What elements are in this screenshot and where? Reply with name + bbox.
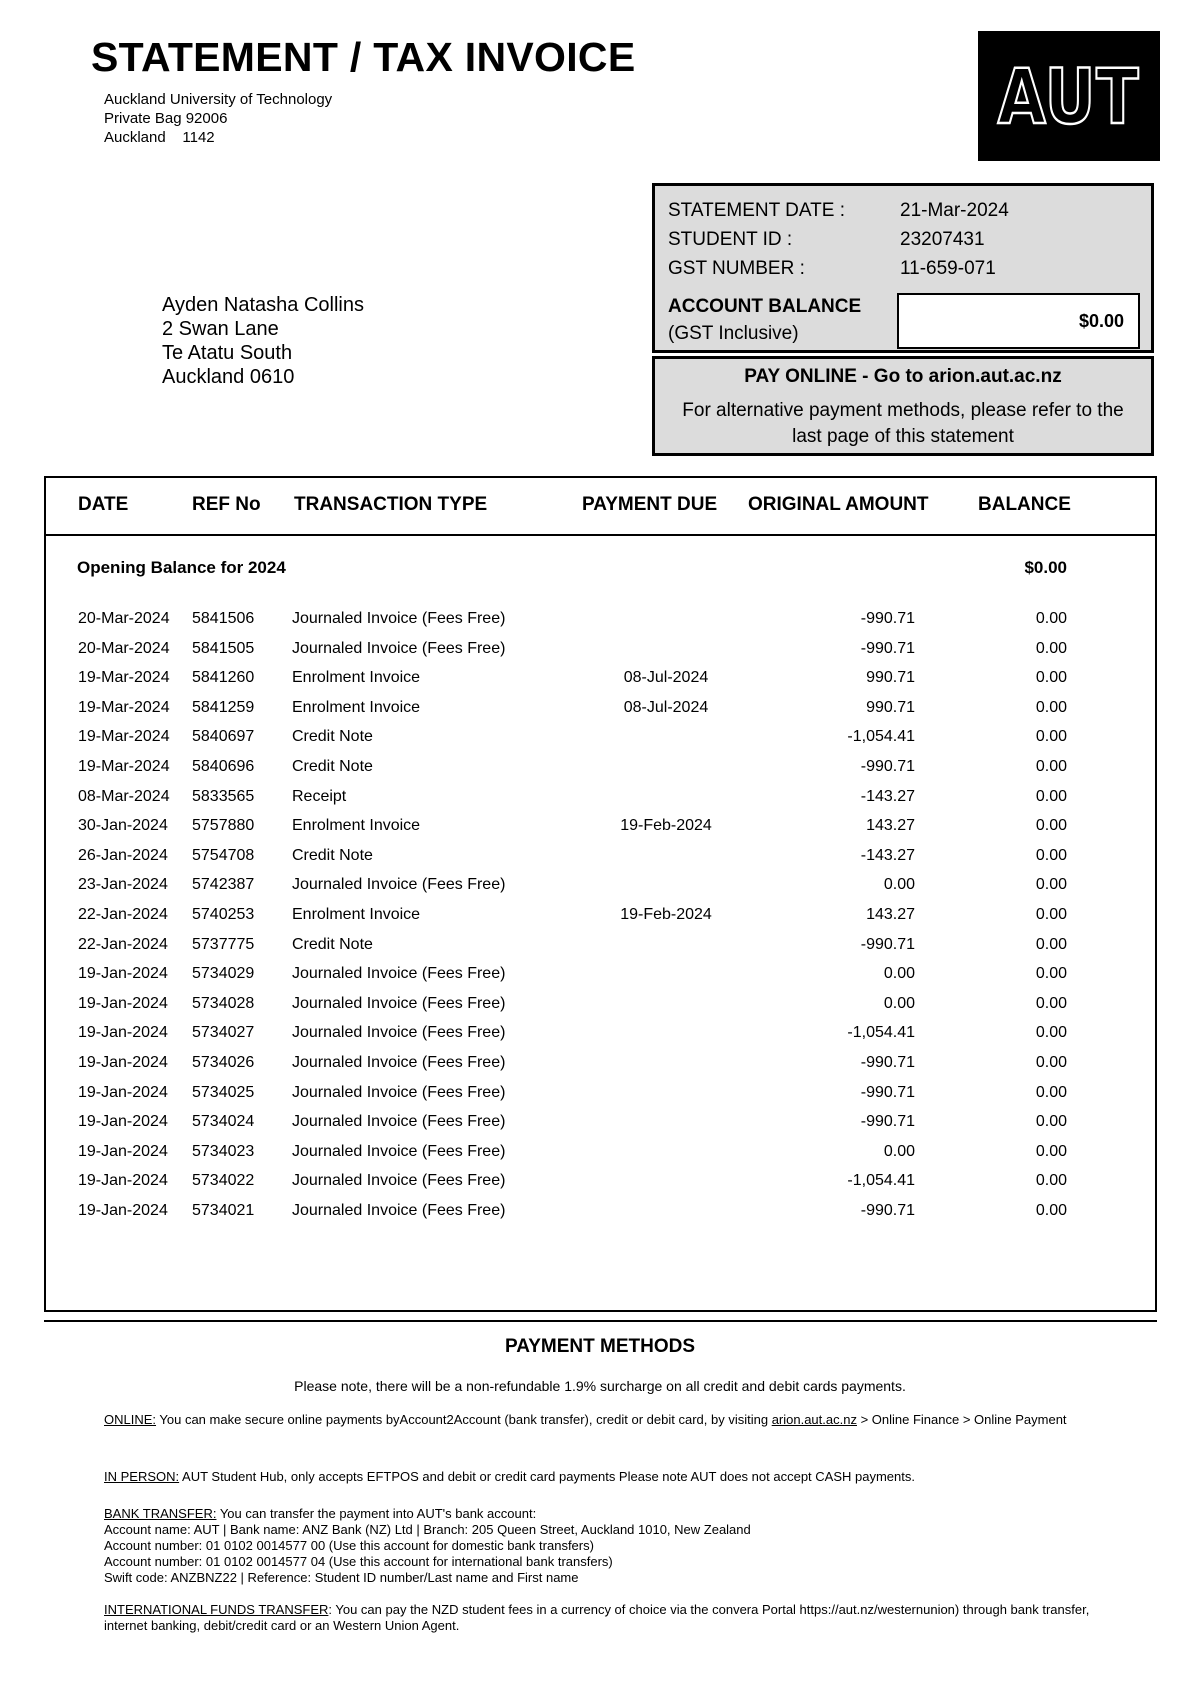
- row-transaction-type: Enrolment Invoice: [292, 817, 421, 835]
- row-ref: 5734025: [192, 1083, 255, 1101]
- table-row: [46, 1054, 1155, 1084]
- row-original-amount: -990.71: [860, 1053, 915, 1071]
- row-transaction-type: Journaled Invoice (Fees Free): [292, 965, 506, 983]
- row-original-amount: -990.71: [860, 1083, 915, 1101]
- row-date: 19-Mar-2024: [78, 728, 170, 746]
- row-payment-due: 08-Jul-2024: [623, 698, 709, 716]
- table-row: [46, 788, 1155, 818]
- row-balance: 0.00: [1035, 846, 1067, 864]
- table-row: [46, 669, 1155, 699]
- row-transaction-type: Enrolment Invoice: [292, 905, 421, 923]
- statement-date-value: 21-Mar-2024: [900, 200, 1009, 221]
- row-transaction-type: Journaled Invoice (Fees Free): [292, 639, 506, 657]
- row-original-amount: -990.71: [860, 639, 915, 657]
- row-ref: 5734024: [192, 1113, 255, 1131]
- payment-methods-title: PAYMENT METHODS: [504, 1336, 696, 1357]
- row-ref: 5734021: [192, 1201, 255, 1219]
- row-ref: 5757880: [192, 817, 255, 835]
- pay-online-title: PAY ONLINE - Go to arion.aut.ac.nz: [744, 366, 1062, 387]
- row-transaction-type: Journaled Invoice (Fees Free): [292, 1172, 506, 1190]
- header-balance: BALANCE: [978, 494, 1071, 515]
- header-original-amount: ORIGINAL AMOUNT: [748, 494, 929, 515]
- row-date: 08-Mar-2024: [78, 787, 170, 805]
- statement-date-label: STATEMENT DATE :: [668, 200, 845, 221]
- row-transaction-type: Journaled Invoice (Fees Free): [292, 1113, 506, 1131]
- row-transaction-type: Journaled Invoice (Fees Free): [292, 1201, 506, 1219]
- surcharge-note: Please note, there will be a non-refundable 1.9% surcharge on all credit and debit cards payments.: [294, 1378, 906, 1394]
- statement-summary-box: [652, 183, 1154, 353]
- in-person-label: IN PERSON:: [104, 1469, 180, 1484]
- row-date: 19-Jan-2024: [78, 965, 168, 983]
- gst-number-value: 11-659-071: [900, 258, 996, 279]
- row-original-amount: 143.27: [866, 817, 915, 835]
- arion-link[interactable]: arion.aut.ac.nz: [771, 1412, 857, 1427]
- row-balance: 0.00: [1035, 994, 1067, 1012]
- row-date: 19-Jan-2024: [78, 994, 168, 1012]
- table-row: [46, 758, 1155, 788]
- bank-transfer-label: BANK TRANSFER:: [104, 1506, 217, 1521]
- row-balance: 0.00: [1035, 639, 1067, 657]
- row-ref: 5841506: [192, 610, 255, 627]
- row-date: 23-Jan-2024: [78, 876, 168, 894]
- table-row: [46, 906, 1155, 936]
- table-row: [46, 728, 1155, 758]
- row-ref: 5734023: [192, 1142, 255, 1160]
- row-original-amount: -1,054.41: [847, 1024, 915, 1042]
- row-balance: 0.00: [1035, 757, 1067, 775]
- international-transfer-section: [104, 1602, 1104, 1634]
- row-date: 22-Jan-2024: [78, 935, 168, 953]
- account-balance-value: $0.00: [897, 293, 1140, 349]
- row-balance: 0.00: [1035, 787, 1067, 805]
- table-row: [46, 1202, 1155, 1232]
- row-date: 19-Mar-2024: [78, 669, 170, 687]
- row-balance: 0.00: [1035, 905, 1067, 923]
- row-date: 19-Jan-2024: [78, 1201, 168, 1219]
- row-original-amount: -990.71: [860, 1113, 915, 1131]
- table-row: [46, 640, 1155, 670]
- row-balance: 0.00: [1035, 1024, 1067, 1042]
- row-original-amount: -143.27: [860, 787, 915, 805]
- transaction-rows: [46, 610, 1155, 1231]
- online-text-end: > Online Finance > Online Payment: [856, 1412, 1067, 1427]
- row-ref: 5740253: [192, 905, 255, 923]
- online-payment-section: [104, 1412, 1104, 1428]
- table-row: [46, 1172, 1155, 1202]
- row-balance: 0.00: [1035, 1113, 1067, 1131]
- row-ref: 5734028: [192, 994, 255, 1012]
- row-original-amount: 0.00: [883, 1142, 915, 1160]
- row-transaction-type: Credit Note: [292, 846, 373, 864]
- header-date: DATE: [78, 494, 129, 515]
- table-row: [46, 936, 1155, 966]
- row-date: 20-Mar-2024: [78, 610, 170, 627]
- row-transaction-type: Journaled Invoice (Fees Free): [292, 1083, 506, 1101]
- row-ref: 5841260: [192, 669, 255, 687]
- row-original-amount: -990.71: [860, 1201, 915, 1219]
- row-date: 19-Jan-2024: [78, 1113, 168, 1131]
- row-transaction-type: Journaled Invoice (Fees Free): [292, 1142, 506, 1160]
- bank-detail-line: Account name: AUT | Bank name: ANZ Bank (NZ) Ltd | Branch: 205 Queen Street, Auckland 1010, New Zealand: [104, 1522, 751, 1537]
- row-original-amount: 0.00: [883, 965, 915, 983]
- pay-online-box: [652, 356, 1154, 456]
- row-original-amount: 990.71: [866, 698, 915, 716]
- row-ref: 5840696: [192, 757, 255, 775]
- table-row: [46, 1084, 1155, 1114]
- account-balance-label: ACCOUNT BALANCE: [668, 296, 862, 317]
- table-row: [46, 1024, 1155, 1054]
- recipient-address-line: Auckland 0610: [162, 366, 295, 388]
- row-ref: 5841259: [192, 698, 255, 716]
- row-date: 30-Jan-2024: [78, 817, 168, 835]
- row-payment-due: 19-Feb-2024: [620, 905, 712, 923]
- aut-logo: [978, 31, 1160, 161]
- row-balance: 0.00: [1035, 1053, 1067, 1071]
- row-original-amount: 0.00: [883, 994, 915, 1012]
- row-original-amount: -990.71: [860, 757, 915, 775]
- row-transaction-type: Credit Note: [292, 728, 373, 746]
- row-payment-due: 19-Feb-2024: [620, 817, 712, 835]
- recipient-address: [162, 293, 364, 389]
- sender-address: [104, 90, 332, 147]
- row-date: 22-Jan-2024: [78, 905, 168, 923]
- transactions-table: [44, 476, 1157, 1312]
- row-date: 19-Jan-2024: [78, 1142, 168, 1160]
- row-ref: 5833565: [192, 787, 255, 805]
- row-balance: 0.00: [1035, 817, 1067, 835]
- row-transaction-type: Journaled Invoice (Fees Free): [292, 1053, 506, 1071]
- table-row: [46, 995, 1155, 1025]
- header-ref: REF No: [192, 494, 261, 515]
- table-row: [46, 965, 1155, 995]
- row-ref: 5734029: [192, 965, 255, 983]
- row-payment-due: 08-Jul-2024: [623, 669, 709, 687]
- row-date: 19-Mar-2024: [78, 698, 170, 716]
- row-balance: 0.00: [1035, 669, 1067, 687]
- bank-transfer-intro: You can transfer the payment into AUT's bank account:: [216, 1506, 537, 1521]
- table-row: [46, 1113, 1155, 1143]
- in-person-text: AUT Student Hub, only accepts EFTPOS and debit or credit card payments Please note AUT does not accept CASH payments.: [179, 1469, 915, 1484]
- gst-inclusive-note: (GST Inclusive): [668, 323, 799, 344]
- recipient-name: Ayden Natasha Collins: [162, 294, 364, 316]
- row-ref: 5737775: [192, 935, 255, 953]
- row-balance: 0.00: [1035, 876, 1067, 894]
- header-transaction-type: TRANSACTION TYPE: [294, 494, 488, 515]
- sender-address-line: Private Bag 92006: [104, 110, 228, 127]
- row-ref: 5734022: [192, 1172, 255, 1190]
- table-row: [46, 847, 1155, 877]
- row-transaction-type: Credit Note: [292, 757, 373, 775]
- row-original-amount: -1,054.41: [847, 1172, 915, 1190]
- online-text: You can make secure online payments byAccount2Account (bank transfer), credit or debit card, by visiting: [156, 1412, 772, 1427]
- international-transfer-label: INTERNATIONAL FUNDS TRANSFER: [104, 1602, 329, 1617]
- aut-logo-text: AUT: [998, 51, 1140, 141]
- row-balance: 0.00: [1035, 965, 1067, 983]
- row-date: 26-Jan-2024: [78, 846, 168, 864]
- row-balance: 0.00: [1035, 1172, 1067, 1190]
- row-transaction-type: Journaled Invoice (Fees Free): [292, 876, 506, 894]
- opening-balance-label: Opening Balance for 2024: [77, 558, 286, 577]
- pay-online-note: For alternative payment methods, please refer to the last page of this statement: [682, 400, 1124, 447]
- in-person-section: [104, 1469, 1104, 1485]
- row-original-amount: 0.00: [883, 876, 915, 894]
- row-date: 19-Jan-2024: [78, 1083, 168, 1101]
- row-original-amount: 143.27: [866, 905, 915, 923]
- row-transaction-type: Enrolment Invoice: [292, 698, 421, 716]
- row-balance: 0.00: [1035, 1083, 1067, 1101]
- row-ref: 5841505: [192, 639, 255, 657]
- row-date: 20-Mar-2024: [78, 639, 170, 657]
- row-transaction-type: Enrolment Invoice: [292, 669, 421, 687]
- table-row: [46, 610, 1155, 640]
- row-balance: 0.00: [1035, 935, 1067, 953]
- row-balance: 0.00: [1035, 728, 1067, 746]
- student-id-label: STUDENT ID :: [668, 229, 793, 250]
- row-ref: 5840697: [192, 728, 255, 746]
- sender-address-line: Auckland University of Technology: [104, 91, 333, 108]
- recipient-address-line: Te Atatu South: [162, 342, 293, 364]
- row-original-amount: 990.71: [866, 669, 915, 687]
- row-transaction-type: Journaled Invoice (Fees Free): [292, 1024, 506, 1042]
- bank-detail-line: Account number: 01 0102 0014577 00 (Use this account for domestic bank transfers): [104, 1538, 594, 1553]
- row-balance: 0.00: [1035, 1142, 1067, 1160]
- row-ref: 5734026: [192, 1053, 255, 1071]
- gst-number-label: GST NUMBER :: [668, 258, 805, 279]
- table-row: [46, 1143, 1155, 1173]
- bank-detail-line: Account number: 01 0102 0014577 04 (Use this account for international bank transfers): [104, 1554, 613, 1569]
- row-date: 19-Jan-2024: [78, 1172, 168, 1190]
- row-original-amount: -143.27: [860, 846, 915, 864]
- online-label: ONLINE:: [104, 1412, 157, 1427]
- table-header: [46, 478, 1155, 536]
- section-divider: [44, 1320, 1157, 1322]
- table-row: [46, 699, 1155, 729]
- row-ref: 5742387: [192, 876, 255, 894]
- row-transaction-type: Credit Note: [292, 935, 373, 953]
- row-original-amount: -1,054.41: [847, 728, 915, 746]
- row-original-amount: -990.71: [860, 935, 915, 953]
- row-transaction-type: Journaled Invoice (Fees Free): [292, 994, 506, 1012]
- recipient-address-line: 2 Swan Lane: [162, 318, 279, 340]
- bank-transfer-section: [104, 1506, 1104, 1586]
- row-date: 19-Jan-2024: [78, 1024, 168, 1042]
- row-transaction-type: Journaled Invoice (Fees Free): [292, 610, 506, 627]
- row-ref: 5754708: [192, 846, 255, 864]
- row-balance: 0.00: [1035, 698, 1067, 716]
- table-row: [46, 876, 1155, 906]
- international-transfer-text: : You can pay the NZD student fees in a currency of choice via the convera Portal https://aut.nz/westernunion) through bank transfer, internet banking, debit/credit card or an Western Union Agent.: [104, 1602, 1090, 1633]
- row-ref: 5734027: [192, 1024, 255, 1042]
- opening-balance-value: $0.00: [1024, 558, 1067, 577]
- sender-address-line: Auckland 1142: [104, 129, 215, 146]
- bank-detail-line: Swift code: ANZBNZ22 | Reference: Student ID number/Last name and First name: [104, 1570, 579, 1585]
- header-payment-due: PAYMENT DUE: [582, 494, 718, 515]
- table-row: [46, 817, 1155, 847]
- row-balance: 0.00: [1035, 610, 1067, 627]
- row-original-amount: -990.71: [860, 610, 915, 627]
- row-date: 19-Mar-2024: [78, 757, 170, 775]
- row-transaction-type: Receipt: [292, 787, 347, 805]
- row-balance: 0.00: [1035, 1201, 1067, 1219]
- document-title: STATEMENT / TAX INVOICE: [91, 34, 636, 80]
- row-date: 19-Jan-2024: [78, 1053, 168, 1071]
- student-id-value: 23207431: [900, 229, 985, 250]
